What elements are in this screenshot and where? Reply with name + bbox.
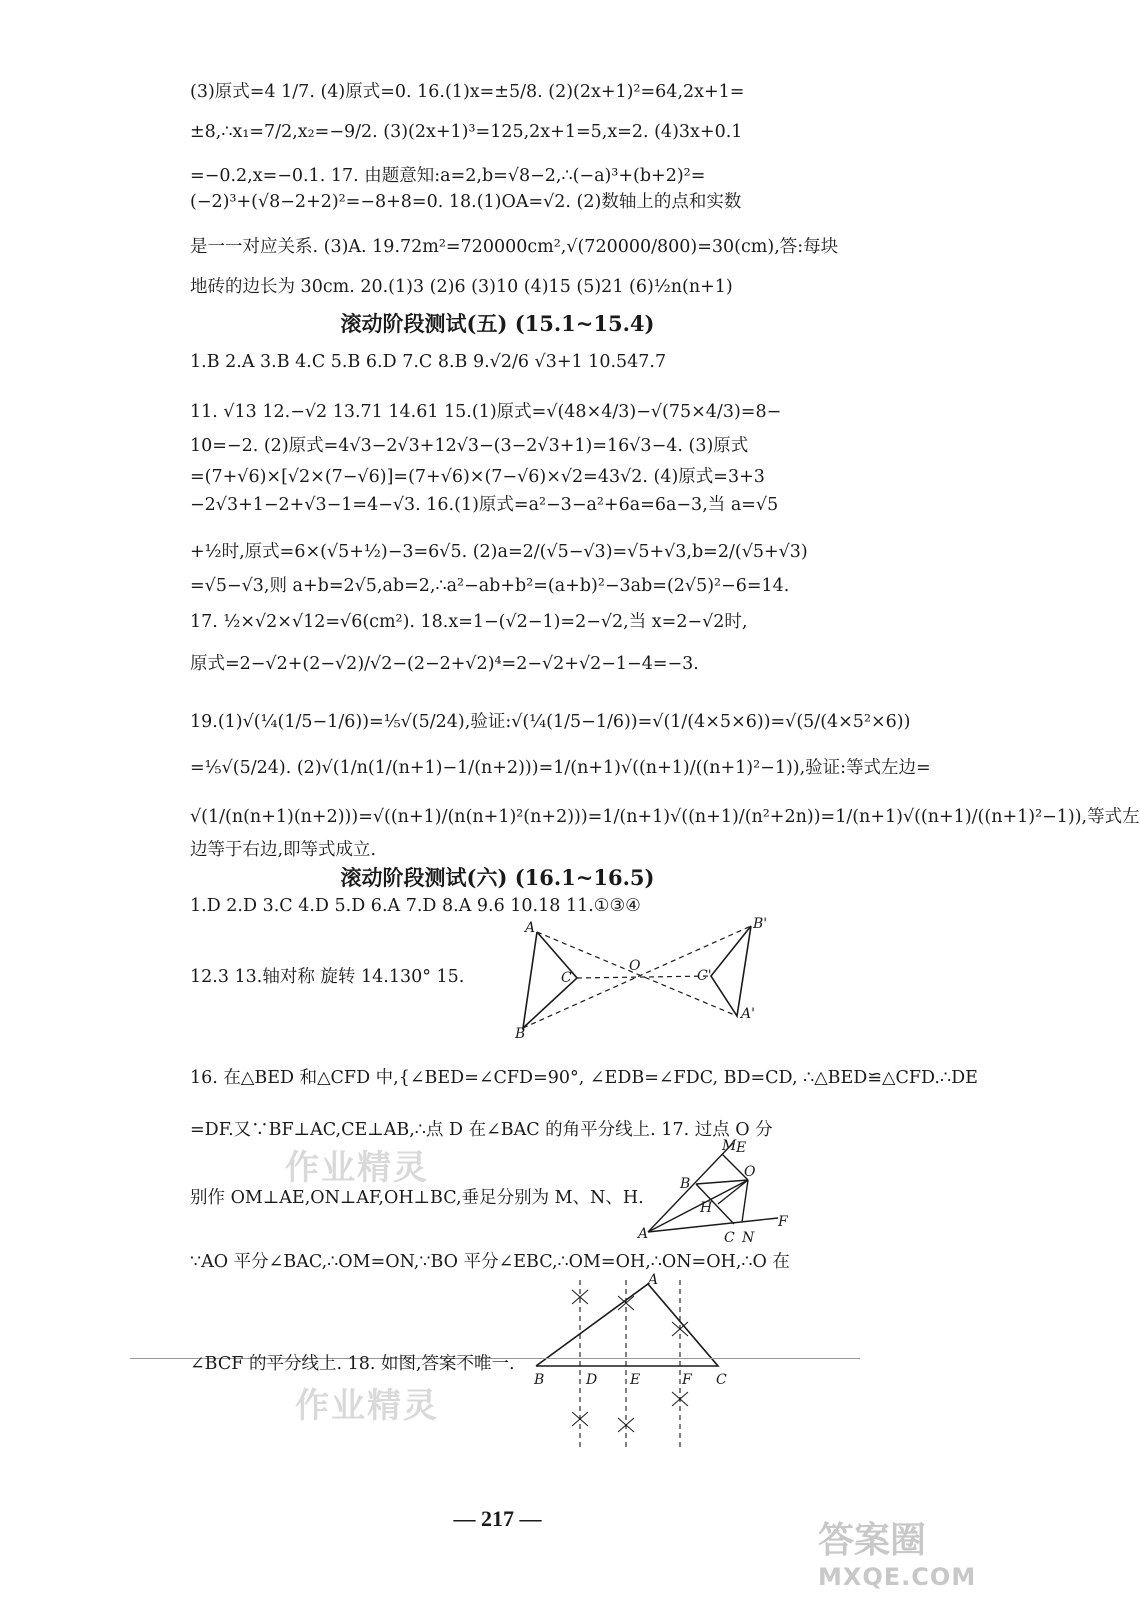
fig15-label: C' [697,968,712,984]
fig15-label: O [629,958,641,974]
fig15-label: B' [753,916,768,932]
text-line: 16. 在△BED 和△CFD 中,{∠BED=∠CFD=90°, ∠EDB=∠FDC, BD=CD, ∴△BED≌△CFD.∴DE [190,1068,978,1088]
fig17-label: N [742,1230,755,1246]
text-line: ±8,∴x₁=7/2,x₂=−9/2. (3)(2x+1)³=125,2x+1=5,x=2. (4)3x+0.1 [190,122,743,142]
fig17-label: H [700,1200,713,1216]
page-number: — 217 — [453,1506,542,1531]
fig17-label: A [638,1226,649,1242]
corner-logo [818,1512,988,1592]
text-line: (3)原式=4 1/7. (4)原式=0. 16.(1)x=±5/8. (2)(2x+1)²=64,2x+1= [190,82,745,102]
fig18-label: A [648,1272,659,1288]
text-line: 12.3 13.轴对称 旋转 14.130° 15. [190,967,465,987]
text-line: =⅕√(5/24). (2)√(1/n(1/(n+1)−1/(n+2)))=1/(n+1)√((n+1)/((n+1)²−1)),验证:等式左边= [190,758,931,778]
text-line: 19.(1)√(¼(1/5−1/6))=⅕√(5/24),验证:√(¼(1/5−1/6))=√(1/(4×5×6))=√(5/(4×5²×6)) [190,712,911,732]
text-line: √(1/(n(n+1)(n+2)))=√((n+1)/(n(n+1)²(n+2)))=1/(n+1)√((n+1)/(n²+2n))=1/(n+1)√((n+1)/((n+1)²−1)),等式左 [190,807,1140,827]
fig17-label: M [722,1138,737,1154]
fig15-label: A' [741,1006,755,1022]
text-line: +½时,原式=6×(√5+½)−3=6√5. (2)a=2/(√5−√3)=√5+√3,b=2/(√5+√3) [190,542,808,562]
section-title: 滚动阶段测试(五) (15.1~15.4) [340,311,655,336]
watermark: 作业精灵 [285,1148,429,1188]
corner-logo-url: MXQE.COM [818,1563,977,1591]
figure-15 [515,918,775,1040]
fig15-label: A [525,920,536,936]
text-line: 1.B 2.A 3.B 4.C 5.B 6.D 7.C 8.B 9.√2/6 √3+1 10.547.7 [190,352,667,372]
fig18-label: D [586,1372,598,1388]
fig15-label: B [515,1026,526,1042]
text-line: 别作 OM⊥AE,ON⊥AF,OH⊥BC,垂足分别为 M、N、H. [190,1188,644,1208]
fig17-label: C [724,1230,735,1246]
fig15-label: C [561,970,572,986]
section-title: 滚动阶段测试(六) (16.1~16.5) [340,865,655,890]
text-line: 是一一对应关系. (3)A. 19.72m²=720000cm²,√(720000/800)=30(cm),答:每块 [190,237,839,257]
text-line: ∠BCF 的平分线上. 18. 如图,答案不唯一. [190,1354,515,1374]
figure-17 [638,1138,788,1248]
text-line: 10=−2. (2)原式=4√3−2√3+12√3−(3−2√3+1)=16√3−4. (3)原式 [190,436,749,456]
text-line: =DF.又∵BF⊥AC,CE⊥AB,∴点 D 在∠BAC 的角平分线上. 17. 过点 O 分 [190,1120,773,1140]
text-line: 1.D 2.D 3.C 4.D 5.D 6.A 7.D 8.A 9.6 10.18 11.①③④ [190,896,641,916]
figure-18 [530,1272,740,1452]
text-line: =√5−√3,则 a+b=2√5,ab=2,∴a²−ab+b²=(a+b)²−3ab=(2√5)²−6=14. [190,576,790,596]
corner-logo-text: 答案圈 [818,1520,927,1561]
fig17-label: E [736,1140,747,1156]
fig18-label: B [534,1372,545,1388]
fig17-label: F [778,1214,788,1230]
text-line: −2√3+1−2+√3−1=4−√3. 16.(1)原式=a²−3−a²+6a=6a−3,当 a=√5 [190,495,779,515]
text-line: 17. ½×√2×√12=√6(cm²). 18.x=1−(√2−1)=2−√2,当 x=2−√2时, [190,612,748,632]
fig18-label: E [630,1372,641,1388]
text-line: =(7+√6)×[√2×(7−√6)]=(7+√6)×(7−√6)×√2=43√2. (4)原式=3+3 [190,467,765,487]
text-line: ∵AO 平分∠BAC,∴OM=ON,∵BO 平分∠EBC,∴OM=OH,∴ON=OH,∴O 在 [190,1252,790,1272]
text-line: 11. √13 12.−√2 13.71 14.61 15.(1)原式=√(48×4/3)−√(75×4/3)=8− [190,402,782,422]
text-line: 原式=2−√2+(2−√2)/√2−(2−2+√2)⁴=2−√2+√2−1−4=−3. [190,654,699,674]
watermark: 作业精灵 [295,1386,439,1426]
text-line: (−2)³+(√8−2+2)²=−8+8=0. 18.(1)OA=√2. (2)数轴上的点和实数 [190,192,742,212]
text-line: 地砖的边长为 30cm. 20.(1)3 (2)6 (3)10 (4)15 (5)21 (6)½n(n+1) [190,277,733,297]
text-line: =−0.2,x=−0.1. 17. 由题意知:a=2,b=√8−2,∴(−a)³+(b+2)²= [190,166,706,186]
fig17-label: O [744,1164,756,1180]
fig18-label: F [682,1372,692,1388]
fig18-label: C [716,1372,727,1388]
fig17-label: B [680,1176,691,1192]
text-line: 边等于右边,即等式成立. [190,840,377,860]
